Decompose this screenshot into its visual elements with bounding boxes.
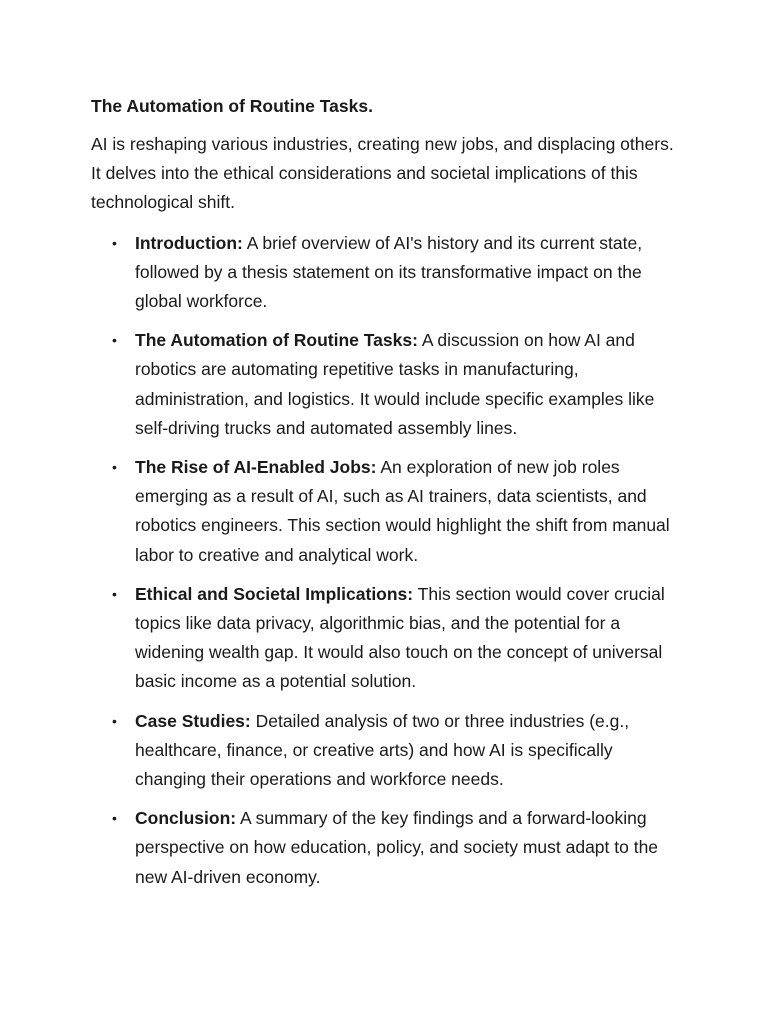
list-item-heading: The Rise of AI-Enabled Jobs: [135,457,377,478]
list-item-conclusion [91,804,683,892]
list-item-text: A brief overview of AI's history and its current state, followed by a thesis statement on its transformative impact on the global workforce. [135,232,643,312]
list-item-ethics [91,580,683,697]
list-item-case-studies [91,707,683,795]
list-item-heading: The Automation of Routine Tasks: [135,330,418,351]
document-page [91,92,683,902]
list-item-heading: Ethical and Societal Implications: [135,583,414,604]
bullet-icon: • [112,810,117,827]
list-item-heading: Introduction: [135,232,243,253]
bullet-icon: • [112,459,117,476]
bullet-icon: • [112,332,117,349]
list-item-text: Detailed analysis of two or three industries (e.g., healthcare, finance, or creative arts) and how AI is specifically changing their operations and workforce needs. [135,710,630,790]
bullet-icon: • [112,712,117,729]
list-item-text: A summary of the key findings and a forward-looking perspective on how education, policy, and society must adapt to the new AI-driven economy. [135,808,659,887]
list-item-automation [91,326,683,443]
list-item-text: A discussion on how AI and robotics are automating repetitive tasks in manufacturing, administration, and logistics. It would include specific examples like self-driving trucks and automated assembly lines. [135,330,655,438]
bullet-icon: • [112,234,117,251]
list-item-text: This section would cover crucial topics like data privacy, algorithmic bias, and the potential for a widening wealth gap. It would also touch on the concept of universal basic income as a potential solution. [135,583,665,692]
list-item-heading: Conclusion: [135,808,237,829]
list-item-heading: Case Studies: [135,710,251,731]
document-title: The Automation of Routine Tasks. [91,96,373,116]
list-item-introduction [91,229,683,317]
intro-paragraph: AI is reshaping various industries, creating new jobs, and displacing others. It delves into the ethical considerations and societal implications of this technological shift. [91,134,674,213]
bullet-icon: • [112,585,117,602]
outline-list [91,229,683,892]
list-item-text: An exploration of new job roles emerging as a result of AI, such as AI trainers, data scientists, and robotics engineers. This section would highlight the shift from manual labor to creative and analytical work. [135,457,670,565]
list-item-ai-jobs [91,453,683,570]
